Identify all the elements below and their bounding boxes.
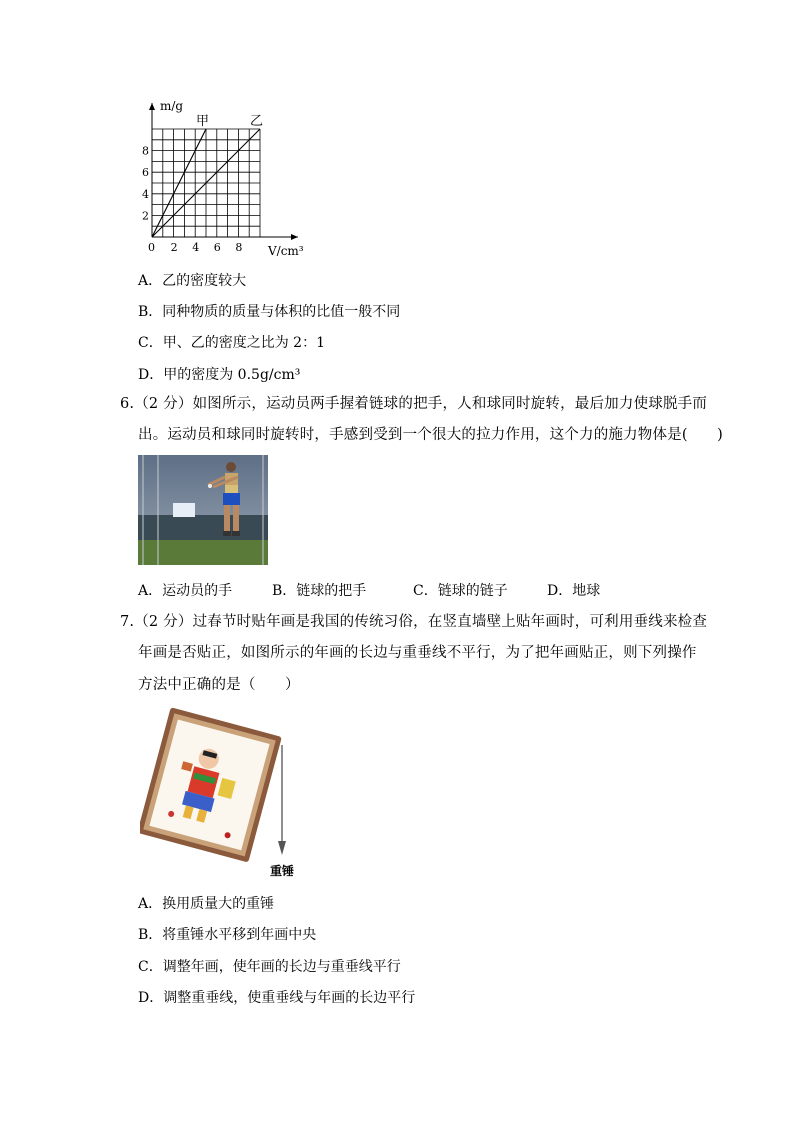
x-tick-label: 2	[170, 241, 178, 254]
series-label-jia: 甲	[196, 114, 210, 129]
x-axis-arrow	[291, 234, 298, 240]
series-label-yi: 乙	[250, 114, 264, 129]
y-tick-label: 8	[142, 144, 149, 158]
y-tick-label: 6	[142, 166, 149, 180]
y-axis-arrow	[149, 103, 155, 110]
q5-option-d[interactable]: D．甲的密度为 0.5g/cm³	[138, 367, 301, 383]
q7-stem-line1: 7.（2 分）过春节时贴年画是我国的传统习俗，在竖直墙壁上贴年画时，可利用垂线来检查	[120, 614, 708, 630]
y-tick-label: 2	[142, 209, 149, 223]
x-tick-label: 0	[148, 241, 155, 254]
y-axis-label: m/g	[160, 99, 184, 113]
plumb-bob-label: 重锤	[270, 864, 295, 878]
hammer-thrower-photo	[138, 455, 268, 565]
q6-option-c[interactable]: C．链球的链子	[413, 583, 508, 599]
q6-stem-line2: 出。运动员和球同时旋转时，手感到受到一个很大的拉力作用，这个力的施力物体是( )	[138, 427, 724, 443]
x-tick-label: 4	[192, 241, 200, 254]
x-axis-label: V/cm³	[268, 244, 304, 258]
q7-option-c[interactable]: C．调整年画，使年画的长边与重垂线平行	[138, 959, 401, 975]
density-graph	[130, 95, 320, 265]
q7-stem-line2: 年画是否贴正，如图所示的年画的长边与重垂线不平行，为了把年画贴正，则下列操作	[138, 645, 697, 661]
q5-option-a[interactable]: A．乙的密度较大	[138, 273, 247, 289]
new-year-painting-figure	[140, 705, 300, 885]
x-tick-label: 6	[213, 241, 221, 254]
q6-stem-line1: 6.（2 分）如图所示，运动员两手握着链球的把手，人和球同时旋转，最后加力使球脱手而	[120, 396, 708, 412]
q7-option-a[interactable]: A．换用质量大的重锤	[138, 896, 275, 912]
graph-axes	[149, 103, 298, 240]
q7-option-b[interactable]: B．将重锤水平移到年画中央	[138, 927, 317, 943]
q5-option-c[interactable]: C．甲、乙的密度之比为 2：1	[138, 335, 325, 351]
q5-option-b[interactable]: B．同种物质的质量与体积的比值一般不同	[138, 304, 401, 320]
x-tick-label: 8	[235, 241, 243, 254]
q7-stem-line3: 方法中正确的是（ ）	[138, 677, 300, 693]
y-tick-label: 4	[142, 187, 149, 201]
q7-option-d[interactable]: D．调整重垂线，使重垂线与年画的长边平行	[138, 990, 416, 1006]
q6-option-a[interactable]: A．运动员的手	[138, 583, 233, 599]
q6-option-b[interactable]: B．链球的把手	[272, 583, 367, 599]
q6-option-d[interactable]: D．地球	[547, 583, 601, 599]
